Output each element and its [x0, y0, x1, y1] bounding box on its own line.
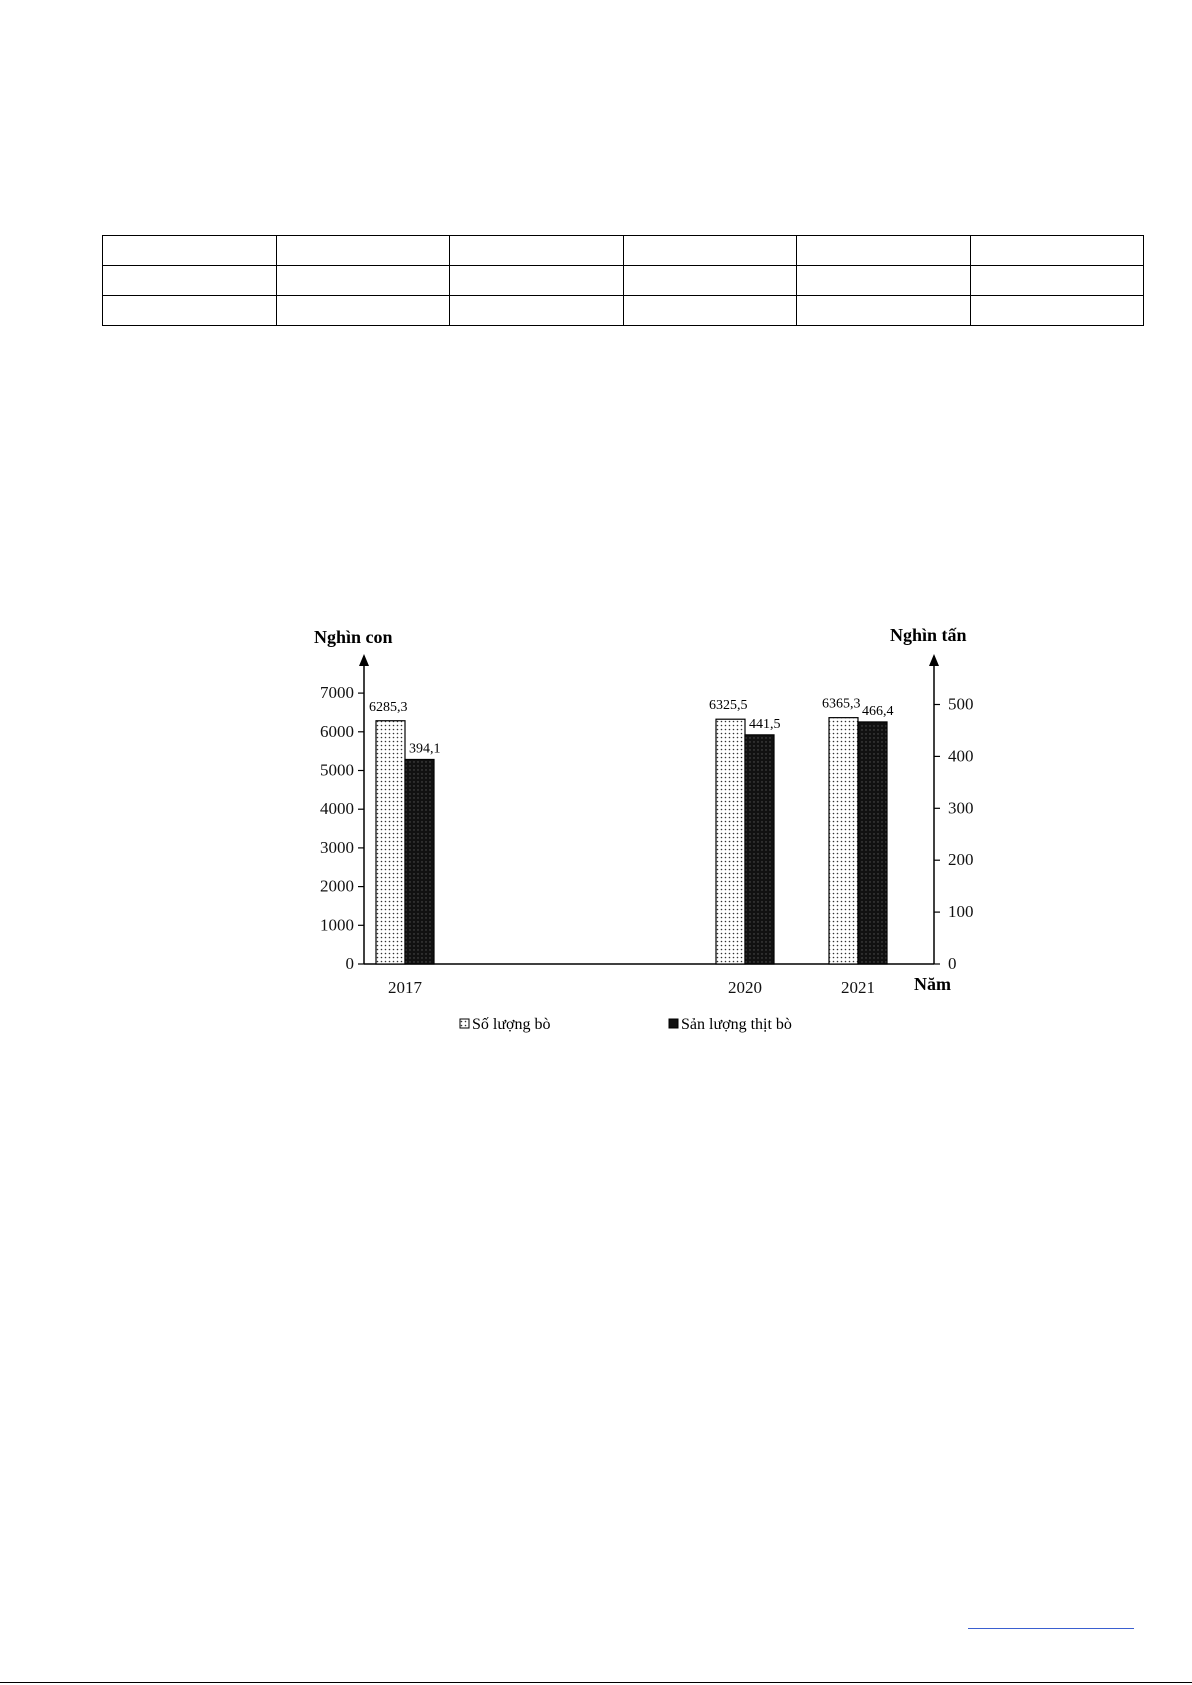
left-axis-arrow: [359, 654, 369, 666]
bar-san-luong-thit-bo: [745, 735, 774, 964]
legend-label-so-luong-bo: Số lượng bò: [472, 1016, 551, 1033]
left-tick-label: 0: [345, 954, 354, 973]
data-label-left: 6325,5: [709, 698, 748, 714]
x-tick-label: 2021: [841, 978, 875, 997]
page-link-underline[interactable]: [968, 1628, 1134, 1629]
left-tick-label: 1000: [320, 915, 354, 935]
left-tick-label: 4000: [320, 799, 354, 819]
legend-swatch-so-luong-bo: [460, 1019, 469, 1028]
bar-san-luong-thit-bo: [405, 759, 434, 964]
data-label-right: 394,1: [409, 741, 441, 757]
legend-label-san-luong-thit-bo: Sản lượng thịt bò: [681, 1016, 792, 1033]
data-label-right: 441,5: [749, 716, 781, 732]
right-tick-label: 500: [948, 694, 974, 714]
bar-so-luong-bo: [829, 718, 858, 964]
right-axis-arrow: [929, 654, 939, 666]
left-tick-label: 5000: [320, 760, 354, 780]
x-tick-label: 2020: [728, 978, 762, 997]
left-tick-label: 3000: [320, 837, 354, 857]
data-label-right: 466,4: [862, 703, 894, 719]
right-tick-label: 0: [948, 954, 957, 973]
right-axis-title: Nghìn tấn: [890, 625, 967, 645]
footer-rule: [0, 1682, 1192, 1683]
right-tick-label: 400: [948, 746, 974, 766]
left-tick-label: 7000: [320, 683, 354, 703]
data-label-left: 6365,3: [822, 696, 861, 712]
left-tick-label: 6000: [320, 721, 354, 741]
data-label-left: 6285,3: [369, 699, 408, 715]
bar-so-luong-bo: [716, 719, 745, 964]
legend-swatch-san-luong-thit-bo: [669, 1019, 678, 1028]
right-tick-label: 200: [948, 850, 974, 870]
right-tick-label: 100: [948, 902, 974, 922]
left-axis-title: Nghìn con: [314, 627, 393, 647]
x-axis-title: Năm: [914, 974, 951, 994]
bar-san-luong-thit-bo: [858, 722, 887, 964]
left-tick-label: 2000: [320, 876, 354, 896]
x-tick-label: 2017: [388, 978, 422, 997]
bar-so-luong-bo: [376, 721, 405, 964]
right-tick-label: 300: [948, 798, 974, 818]
